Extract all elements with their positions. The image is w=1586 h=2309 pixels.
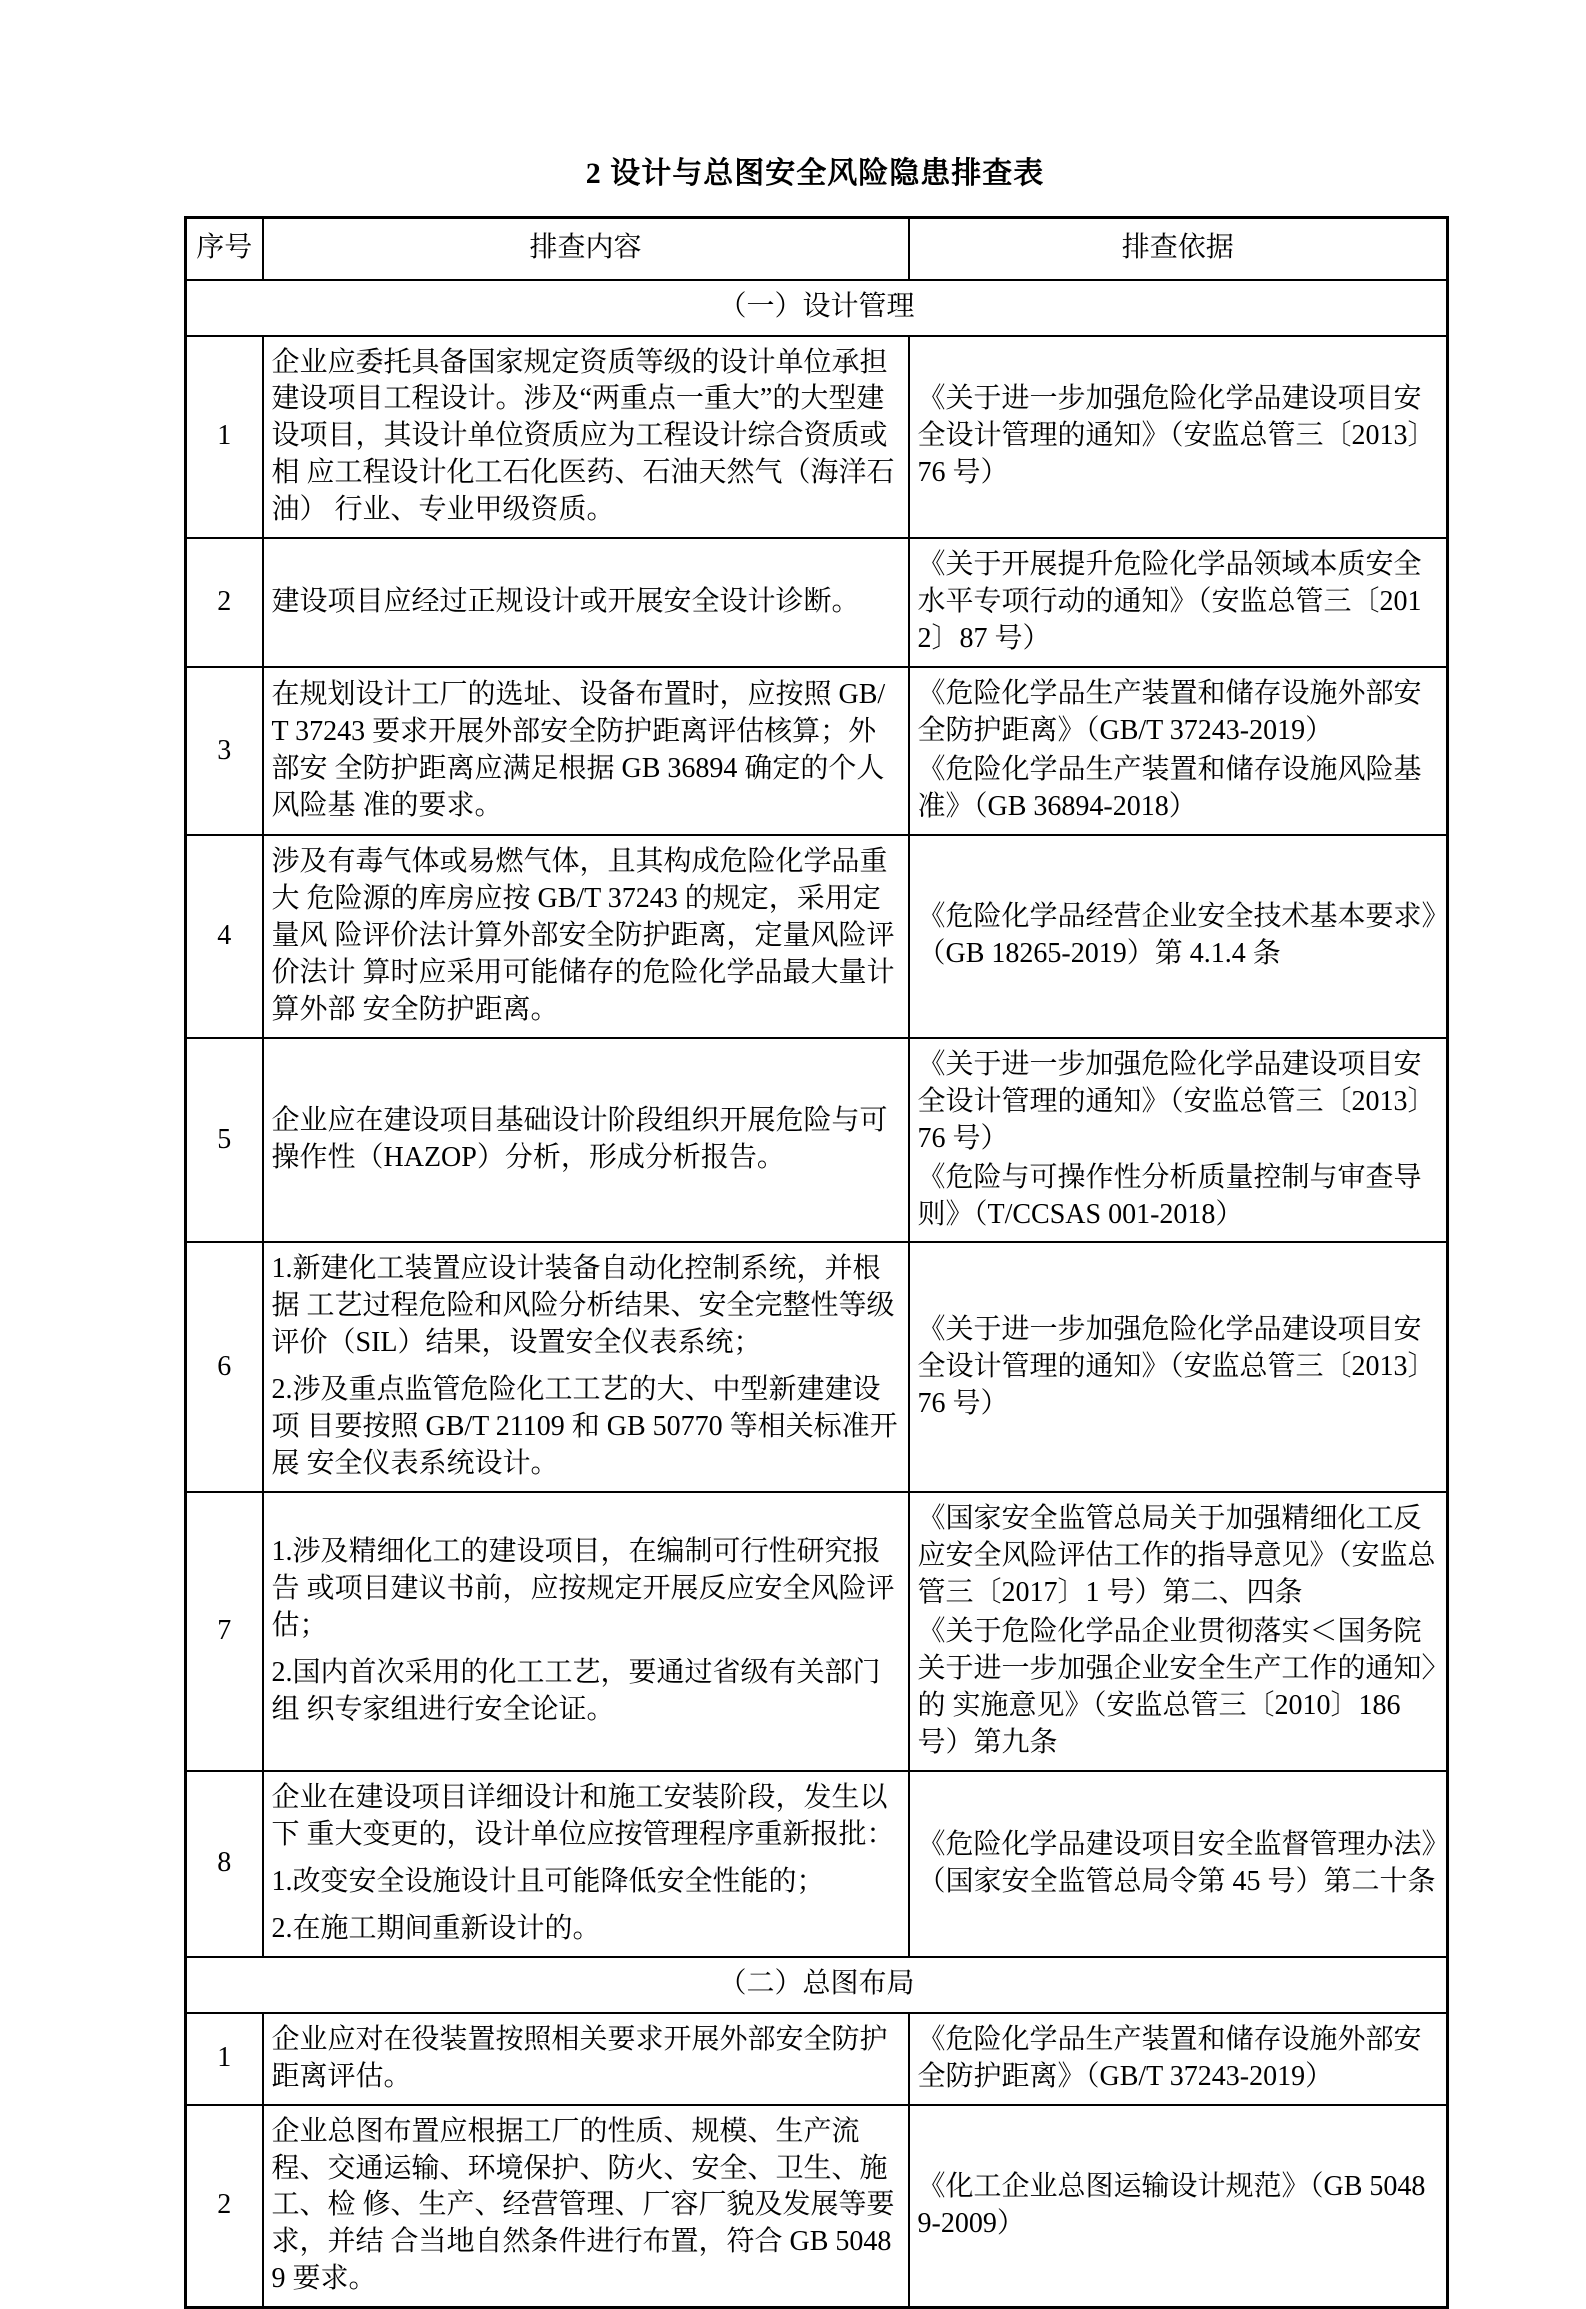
section-title: （一）设计管理 bbox=[186, 280, 1448, 336]
content-paragraph: 在规划设计工厂的选址、设备布置时，应按照 GB/T 37243 要求开展外部安全防护距离评估核算；外部安 全防护距离应满足根据 GB 36894 确定的个人风险基 准的要求。 bbox=[271, 679, 886, 821]
table-row bbox=[186, 2013, 1448, 2105]
basis-cell bbox=[909, 2105, 1448, 2308]
table-row bbox=[186, 1038, 1448, 1243]
table-row bbox=[186, 1242, 1448, 1492]
basis-paragraph: 《国家安全监管总局关于加强精细化工反 应安全风险评估工作的指导意见》（安监总 管三〔2017〕1 号）第二、四条 bbox=[917, 1503, 1436, 1609]
section-row bbox=[186, 280, 1448, 336]
basis-cell bbox=[909, 835, 1448, 1038]
content-cell bbox=[263, 1771, 909, 1957]
content-paragraph: 1.新建化工装置应设计装备自动化控制系统，并根据 工艺过程危险和风险分析结果、安全完整性等级评价（SIL）结果，设置安全仪表系统； bbox=[271, 1253, 895, 1359]
row-number: 4 bbox=[186, 835, 263, 1038]
basis-paragraph: 《关于开展提升危险化学品领域本质安全 水平专项行动的通知》（安监总管三〔2012〕87 号） bbox=[917, 549, 1422, 655]
content-paragraph: 建设项目应经过正规设计或开展安全设计诊断。 bbox=[271, 586, 860, 618]
basis-paragraph: 《危险化学品建设项目安全监督管理办法》（国家安全监管总局令第 45 号）第二十条 bbox=[917, 1828, 1436, 1897]
row-number: 1 bbox=[186, 336, 263, 539]
content-cell bbox=[263, 2013, 909, 2105]
basis-paragraph: 《危险化学品生产装置和储存设施外部安 全防护距离》（GB/T 37243-2019） bbox=[917, 678, 1422, 747]
content-cell bbox=[263, 835, 909, 1038]
content-cell bbox=[263, 667, 909, 835]
row-number: 8 bbox=[186, 1771, 263, 1957]
column-header-index: 序号 bbox=[186, 218, 263, 280]
basis-paragraph: 《关于进一步加强危险化学品建设项目安 全设计管理的通知》（安监总管三〔2013〕76 号） bbox=[917, 1048, 1436, 1154]
content-paragraph: 2.国内首次采用的化工工艺，要通过省级有关部门组 织专家组进行安全论证。 bbox=[271, 1657, 881, 1725]
row-number: 3 bbox=[186, 667, 263, 835]
basis-cell bbox=[909, 667, 1448, 835]
basis-cell bbox=[909, 538, 1448, 667]
column-header-basis: 排查依据 bbox=[909, 218, 1448, 280]
content-cell bbox=[263, 336, 909, 539]
content-cell bbox=[263, 1242, 909, 1492]
basis-cell bbox=[909, 336, 1448, 539]
content-cell bbox=[263, 538, 909, 667]
table-row bbox=[186, 835, 1448, 1038]
content-paragraph: 2.涉及重点监管危险化工工艺的大、中型新建建设项 目要按照 GB/T 21109 和 GB 50770 等相关标准开展 安全仪表系统设计。 bbox=[271, 1374, 898, 1480]
table-row bbox=[186, 336, 1448, 539]
table-row bbox=[186, 1771, 1448, 1957]
basis-paragraph: 《危险化学品经营企业安全技术基本要求》（GB 18265-2019）第 4.1.4 条 bbox=[917, 901, 1436, 970]
row-number: 7 bbox=[186, 1492, 263, 1771]
content-cell bbox=[263, 1038, 909, 1243]
content-cell bbox=[263, 1492, 909, 1771]
row-number: 1 bbox=[186, 2013, 263, 2105]
section-title: （二）总图布局 bbox=[186, 1957, 1448, 2013]
content-cell bbox=[263, 2105, 909, 2308]
basis-paragraph: 《危险化学品生产装置和储存设施风险基 准》（GB 36894-2018） bbox=[917, 754, 1422, 822]
basis-paragraph: 《关于危险化学品企业贯彻落实＜国务院关于进一步加强企业安全生产工作的通知〉的 实施意见》（安监总管三〔2010〕186 号）第九条 bbox=[917, 1616, 1436, 1758]
basis-paragraph: 《危险化学品生产装置和储存设施外部安 全防护距离》（GB/T 37243-2019） bbox=[917, 2023, 1422, 2092]
basis-cell bbox=[909, 1242, 1448, 1492]
content-paragraph: 涉及有毒气体或易燃气体，且其构成危险化学品重大 危险源的库房应按 GB/T 37243 的规定，采用定量风 险评价法计算外部安全防护距离，定量风险评价法计 算时应采用可能储存的危险化学品最大量计算外部 安全防护距离。 bbox=[271, 845, 895, 1025]
content-paragraph: 1.涉及精细化工的建设项目，在编制可行性研究报告 或项目建议书前，应按规定开展反应安全风险评估； bbox=[271, 1536, 895, 1642]
row-number: 5 bbox=[186, 1038, 263, 1243]
row-number: 6 bbox=[186, 1242, 263, 1492]
header-row bbox=[186, 218, 1448, 280]
content-paragraph: 企业应在建设项目基础设计阶段组织开展危险与可 操作性（HAZOP）分析，形成分析报告。 bbox=[271, 1105, 888, 1174]
column-header-content: 排查内容 bbox=[263, 218, 909, 280]
basis-cell bbox=[909, 2013, 1448, 2105]
table-row bbox=[186, 538, 1448, 667]
basis-paragraph: 《化工企业总图运输设计规范》（GB 50489-2009） bbox=[917, 2171, 1426, 2239]
row-number: 2 bbox=[186, 538, 263, 667]
table-row bbox=[186, 2105, 1448, 2308]
basis-cell bbox=[909, 1038, 1448, 1243]
basis-paragraph: 《关于进一步加强危险化学品建设项目安 全设计管理的通知》（安监总管三〔2013〕76 号） bbox=[917, 383, 1436, 489]
basis-paragraph: 《关于进一步加强危险化学品建设项目安 全设计管理的通知》（安监总管三〔2013〕76 号） bbox=[917, 1313, 1436, 1419]
basis-cell bbox=[909, 1492, 1448, 1771]
basis-cell bbox=[909, 1771, 1448, 1957]
table-row bbox=[186, 667, 1448, 835]
content-paragraph: 2.在施工期间重新设计的。 bbox=[271, 1912, 601, 1944]
content-paragraph: 企业在建设项目详细设计和施工安装阶段，发生以下 重大变更的，设计单位应按管理程序重新报批： bbox=[271, 1781, 895, 1850]
page-title: 2 设计与总图安全风险隐患排查表 bbox=[585, 157, 1045, 190]
table-row bbox=[186, 1492, 1448, 1771]
table-body bbox=[186, 280, 1448, 2308]
section-row bbox=[186, 1957, 1448, 2013]
content-paragraph: 1.改变安全设施设计且可能降低安全性能的； bbox=[271, 1865, 825, 1897]
content-paragraph: 企业总图布置应根据工厂的性质、规模、生产流程、交通运输、环境保护、防火、安全、卫生、施工、检 修、生产、经营管理、厂容厂貌及发展等要求，并结 合当地自然条件进行布置，符合 GB 50489 要求。 bbox=[271, 2115, 895, 2295]
checklist-table bbox=[184, 216, 1449, 2309]
content-paragraph: 企业应对在役装置按照相关要求开展外部安全防护 距离评估。 bbox=[271, 2023, 888, 2092]
row-number: 2 bbox=[186, 2105, 263, 2308]
basis-paragraph: 《危险与可操作性分析质量控制与审查导 则》（T/CCSAS 001-2018） bbox=[917, 1161, 1422, 1230]
content-paragraph: 企业应委托具备国家规定资质等级的设计单位承担 建设项目工程设计。涉及“两重点一重大”的大型建 设项目，其设计单位资质应为工程设计综合资质或相 应工程设计化工石化医药、石油天然气（海洋石油） 行业、专业甲级资质。 bbox=[271, 346, 895, 526]
document-page bbox=[184, 0, 1446, 2309]
